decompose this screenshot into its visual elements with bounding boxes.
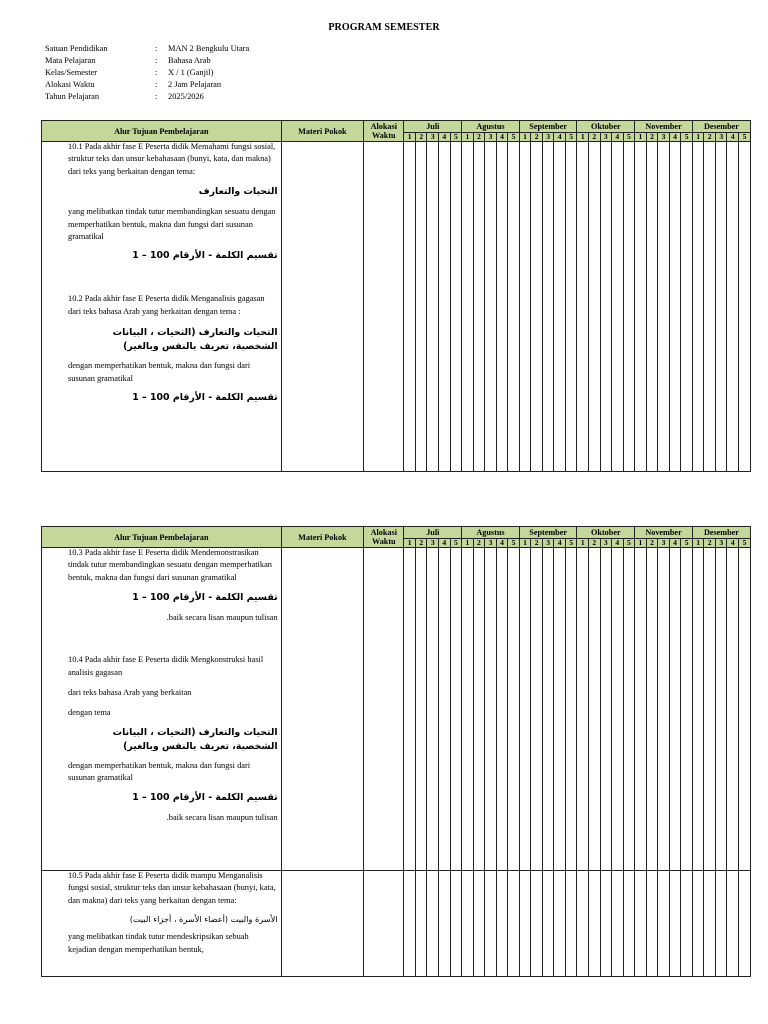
meta-value: 2025/2026: [168, 91, 204, 101]
header-alur-tujuan: Alur Tujuan Pembelajaran: [42, 527, 282, 548]
header-week-number: 3: [542, 539, 554, 548]
week-cell: [427, 871, 439, 977]
header-week-number: 3: [427, 133, 439, 142]
week-cell: [681, 548, 693, 871]
meta-value: MAN 2 Bengkulu Utara: [168, 44, 250, 53]
week-cell: [439, 142, 451, 472]
atp-10-4-intro: 10.4 Pada akhir fase E Peserta didik Mengkonstruksi hasil analisis gagasan: [68, 655, 264, 677]
week-cell: [635, 142, 647, 472]
week-cell: [462, 871, 474, 977]
header-week-number: 5: [508, 539, 520, 548]
atp-10-5-theme-arabic: الأسرة والبيت (أعضاء الأسرة ، أجزاء البيت): [129, 914, 278, 925]
atp-10-2-middle: dengan memperhatikan bentuk, makna dan fungsi dari susunan gramatikal: [68, 361, 251, 383]
week-cell: [669, 142, 681, 472]
header-week-number: 5: [739, 133, 751, 142]
week-cell: [462, 548, 474, 871]
header-week-number: 2: [704, 133, 716, 142]
week-cell: [508, 548, 520, 871]
week-cell: [473, 871, 485, 977]
meta-label: Mata Pelajaran: [45, 55, 96, 65]
week-cell: [658, 142, 670, 472]
week-cell: [404, 871, 416, 977]
header-week-number: 4: [554, 539, 566, 548]
atp-10-1-intro: 10.1 Pada akhir fase E Peserta didik Memahami fungsi sosial, struktur teks dan unsur kebahasaan (bunyi, kata, dan makna) dari teks yang berkaitan dengan tema:: [68, 142, 276, 176]
week-cell: [439, 871, 451, 977]
atp-10-1-grammar-arabic: تقسيم الكلمة - الأرقام 100 – 1: [132, 250, 278, 262]
atp-10-5-middle: yang melibatkan tindak tutur mendeskripsikan sebuah kejadian dengan memperhatikan bentuk,: [68, 932, 249, 954]
header-week-number: 4: [669, 539, 681, 548]
meta-value: X / 1 (Ganjil): [168, 67, 214, 77]
header-week-number: 5: [681, 539, 693, 548]
header-week-number: 2: [531, 539, 543, 548]
header-month-september: September: [519, 121, 577, 133]
meta-row: [45, 79, 249, 91]
header-week-number: 4: [612, 133, 624, 142]
header-week-number: 4: [439, 133, 451, 142]
header-month-agustus: Agustus: [462, 121, 520, 133]
header-week-number: 3: [715, 133, 727, 142]
header-month-desember: Desember: [692, 121, 750, 133]
week-cell: [554, 548, 566, 871]
header-alokasi-waktu: [364, 527, 404, 548]
week-cell: [450, 548, 462, 871]
week-cell: [692, 548, 704, 871]
header-week-number: 2: [589, 133, 601, 142]
atp-10-2-intro: 10.2 Pada akhir fase E Peserta didik Menganalisis gagasan dari teks bahasa Arab yang berkaitan dengan tema :: [68, 294, 265, 316]
week-cell: [415, 142, 427, 472]
header-alokasi-line1: Alokasi: [370, 122, 397, 131]
atp-10-4-theme-arabic-1: التحيات والتعارف (التحيات ، البيانات: [112, 726, 278, 738]
header-month-november: November: [635, 121, 693, 133]
header-week-number: 4: [554, 133, 566, 142]
header-week-number: 4: [439, 539, 451, 548]
week-cell: [600, 548, 612, 871]
week-cell: [692, 871, 704, 977]
week-cell: [658, 548, 670, 871]
header-materi-pokok: Materi Pokok: [281, 121, 364, 142]
week-cell: [565, 142, 577, 472]
week-cell: [404, 548, 416, 871]
week-cell: [531, 142, 543, 472]
week-cell: [646, 142, 658, 472]
materi-pokok-cell: [281, 871, 364, 977]
week-cell: [496, 548, 508, 871]
meta-colon: :: [155, 55, 158, 65]
meta-colon: :: [155, 79, 158, 89]
header-week-number: 2: [704, 539, 716, 548]
header-week-number: 3: [715, 539, 727, 548]
week-cell: [589, 142, 601, 472]
atp-10-4-grammar-arabic: تقسيم الكلمة - الأرقام 100 – 1: [132, 791, 278, 803]
header-week-number: 4: [496, 133, 508, 142]
week-cell: [681, 142, 693, 472]
header-week-number: 4: [669, 133, 681, 142]
header-week-number: 2: [415, 133, 427, 142]
week-cell: [519, 142, 531, 472]
header-week-number: 2: [646, 539, 658, 548]
header-month-agustus: Agustus: [462, 527, 520, 539]
header-alokasi-line1: Alokasi: [370, 528, 397, 537]
header-week-number: 5: [508, 133, 520, 142]
week-cell: [508, 871, 520, 977]
week-cell: [577, 871, 589, 977]
alokasi-waktu-cell: [364, 142, 404, 472]
header-week-number: 1: [577, 539, 589, 548]
alokasi-waktu-cell: [364, 871, 404, 977]
header-week-number: 1: [462, 133, 474, 142]
header-month-november: November: [635, 527, 693, 539]
header-month-oktober: Oktober: [577, 527, 635, 539]
header-week-number: 5: [739, 539, 751, 548]
meta-row: [45, 43, 249, 55]
week-cell: [589, 548, 601, 871]
header-alur-tujuan: Alur Tujuan Pembelajaran: [42, 121, 282, 142]
week-cell: [681, 871, 693, 977]
atp-10-4-line2: dari teks bahasa Arab yang berkaitan: [68, 688, 192, 698]
header-week-number: 1: [635, 539, 647, 548]
header-week-number: 1: [462, 539, 474, 548]
week-cell: [635, 548, 647, 871]
materi-pokok-cell: [281, 548, 364, 871]
atp-10-2-theme-arabic-2: الشخصية، تعريف بالنفس وبالغير): [123, 341, 278, 353]
atp-10-1-theme-arabic: التحيات والتعارف: [198, 186, 278, 198]
program-semester-table-2: [41, 526, 751, 977]
header-month-september: September: [519, 527, 577, 539]
week-cell: [577, 548, 589, 871]
header-materi-pokok: Materi Pokok: [281, 527, 364, 548]
header-week-number: 4: [727, 133, 739, 142]
header-week-number: 1: [519, 133, 531, 142]
header-week-number: 1: [635, 133, 647, 142]
header-month-oktober: Oktober: [577, 121, 635, 133]
header-week-number: 3: [485, 539, 497, 548]
header-week-number: 4: [727, 539, 739, 548]
week-cell: [565, 871, 577, 977]
week-cell: [600, 142, 612, 472]
week-cell: [669, 548, 681, 871]
header-week-number: 4: [496, 539, 508, 548]
week-cell: [542, 142, 554, 472]
meta-row: [45, 55, 249, 67]
header-month-juli: Juli: [404, 121, 462, 133]
atp-10-3-closing: .baik secara lisan maupun tulisan: [166, 613, 278, 623]
week-cell: [739, 142, 751, 472]
week-cell: [542, 548, 554, 871]
week-cell: [531, 548, 543, 871]
header-week-number: 5: [450, 133, 462, 142]
week-cell: [473, 548, 485, 871]
header-week-number: 5: [565, 539, 577, 548]
week-cell: [496, 142, 508, 472]
week-cell: [531, 871, 543, 977]
week-cell: [612, 142, 624, 472]
week-cell: [704, 142, 716, 472]
week-cell: [427, 142, 439, 472]
week-cell: [646, 871, 658, 977]
week-cell: [727, 548, 739, 871]
atp-10-4-closing: .baik secara lisan maupun tulisan: [166, 812, 278, 822]
meta-colon: :: [155, 44, 158, 53]
atp-10-2-theme-arabic-1: التحيات والتعارف (التحيات ، البيانات: [112, 327, 278, 339]
week-cell: [612, 871, 624, 977]
header-week-number: 5: [681, 133, 693, 142]
atp-10-3-intro: 10.3 Pada akhir fase E Peserta didik Mendemonstrasikan tindak tutur membandingkan sesuatu dengan memperhatikan bentuk, makna dan fungsi dari susunan gramatikal: [68, 548, 272, 582]
week-cell: [715, 548, 727, 871]
week-cell: [554, 871, 566, 977]
week-cell: [739, 548, 751, 871]
week-cell: [658, 871, 670, 977]
week-cell: [473, 142, 485, 472]
alokasi-waktu-cell: [364, 548, 404, 871]
meta-value: Bahasa Arab: [168, 55, 211, 65]
header-week-number: 3: [658, 133, 670, 142]
atp-10-4-theme-arabic-2: الشخصية، تعريف بالنفس وبالغير): [123, 740, 278, 752]
header-week-number: 2: [531, 133, 543, 142]
week-cell: [669, 871, 681, 977]
meta-label: Tahun Pelajaran: [45, 91, 100, 101]
header-alokasi-line2: Waktu: [371, 131, 396, 140]
header-week-number: 5: [565, 133, 577, 142]
header-week-number: 2: [646, 133, 658, 142]
meta-row: [45, 91, 249, 103]
header-week-number: 5: [623, 133, 635, 142]
week-cell: [519, 871, 531, 977]
week-cell: [612, 548, 624, 871]
week-cell: [415, 871, 427, 977]
week-cell: [739, 871, 751, 977]
header-alokasi-waktu: [364, 121, 404, 142]
header-week-number: 1: [692, 539, 704, 548]
header-week-number: 1: [404, 539, 416, 548]
atp-10-3-grammar-arabic: تقسيم الكلمة - الأرقام 100 – 1: [132, 592, 278, 604]
header-week-number: 3: [485, 133, 497, 142]
meta-label: Alokasi Waktu: [45, 79, 95, 89]
header-week-number: 1: [692, 133, 704, 142]
week-cell: [577, 142, 589, 472]
week-cell: [623, 142, 635, 472]
atp-cell: [42, 142, 282, 472]
week-cell: [623, 871, 635, 977]
header-week-number: 5: [623, 539, 635, 548]
atp-10-5-intro: 10.5 Pada akhir fase E Peserta didik mampu Menganalisis fungsi sosial, struktur teks dan unsur kebahasaan (bunyi, kata, dan makna) dari teks yang berkaitan dengan tema:: [68, 871, 276, 905]
document-metadata: [45, 43, 249, 103]
week-cell: [519, 548, 531, 871]
header-month-desember: Desember: [692, 527, 750, 539]
week-cell: [704, 548, 716, 871]
header-week-number: 3: [427, 539, 439, 548]
header-week-number: 1: [404, 133, 416, 142]
week-cell: [508, 142, 520, 472]
header-week-number: 1: [519, 539, 531, 548]
header-week-number: 2: [415, 539, 427, 548]
meta-colon: :: [155, 67, 158, 77]
header-week-number: 3: [600, 133, 612, 142]
week-cell: [439, 548, 451, 871]
materi-pokok-cell: [281, 142, 364, 472]
week-cell: [692, 142, 704, 472]
header-week-number: 3: [600, 539, 612, 548]
week-cell: [542, 871, 554, 977]
header-week-number: 1: [577, 133, 589, 142]
week-cell: [715, 142, 727, 472]
week-cell: [485, 142, 497, 472]
header-week-number: 3: [658, 539, 670, 548]
meta-label: Kelas/Semester: [45, 67, 98, 77]
document-title: PROGRAM SEMESTER: [328, 22, 440, 33]
week-cell: [600, 871, 612, 977]
header-week-number: 5: [450, 539, 462, 548]
week-cell: [715, 871, 727, 977]
atp-10-4-line3: dengan tema: [68, 708, 111, 718]
atp-10-2-grammar-arabic: تقسيم الكلمة - الأرقام 100 – 1: [132, 392, 278, 404]
atp-cell: [42, 871, 282, 977]
meta-value: 2 Jam Pelajaran: [168, 79, 222, 89]
week-cell: [450, 871, 462, 977]
week-cell: [485, 548, 497, 871]
week-cell: [727, 871, 739, 977]
atp-cell: [42, 548, 282, 871]
week-cell: [462, 142, 474, 472]
header-week-number: 2: [589, 539, 601, 548]
week-cell: [727, 142, 739, 472]
header-week-number: 4: [612, 539, 624, 548]
week-cell: [635, 871, 647, 977]
atp-10-4-middle: dengan memperhatikan bentuk, makna dan fungsi dari susunan gramatikal: [68, 760, 251, 783]
week-cell: [704, 871, 716, 977]
header-week-number: 2: [473, 539, 485, 548]
header-week-number: 2: [473, 133, 485, 142]
meta-label: Satuan Pendidikan: [45, 44, 108, 53]
week-cell: [496, 871, 508, 977]
header-alokasi-line2: Waktu: [371, 537, 396, 546]
header-week-number: 3: [542, 133, 554, 142]
week-cell: [565, 548, 577, 871]
atp-10-1-middle: yang melibatkan tindak tutur membandingkan sesuatu dengan memperhatikan bentuk, makna dan fungsi dari susunan gramatikal: [68, 207, 276, 242]
week-cell: [554, 142, 566, 472]
week-cell: [415, 548, 427, 871]
week-cell: [450, 142, 462, 472]
week-cell: [623, 548, 635, 871]
week-cell: [646, 548, 658, 871]
week-cell: [589, 871, 601, 977]
meta-row: [45, 67, 249, 79]
header-month-juli: Juli: [404, 527, 462, 539]
week-cell: [427, 548, 439, 871]
week-cell: [404, 142, 416, 472]
meta-colon: :: [155, 91, 158, 101]
program-semester-table-1: [41, 120, 751, 472]
week-cell: [485, 871, 497, 977]
